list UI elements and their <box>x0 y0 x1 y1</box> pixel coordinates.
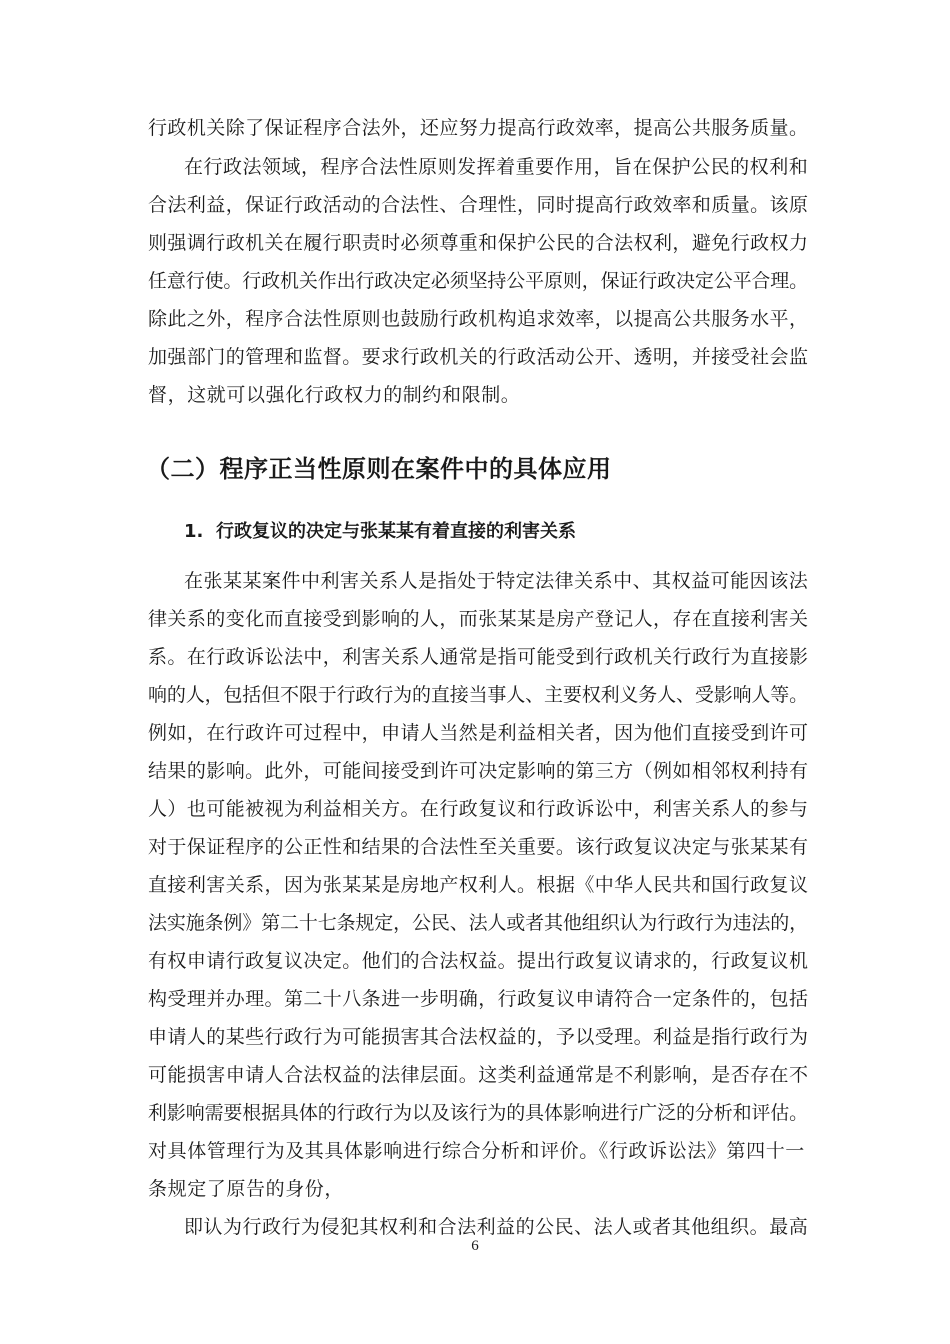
paragraph-line: 法实施条例》第二十七条规定，公民、法人或者其他组织认为行政行为违法的， <box>148 912 809 934</box>
paragraph-line: 除此之外，程序合法性原则也鼓励行政机构追求效率，以提高公共服务水平， <box>148 308 809 330</box>
paragraph-line: 响的人，包括但不限于行政行为的直接当事人、主要权利义务人、受影响人等。 <box>148 684 809 706</box>
paragraph-line: 对具体管理行为及其具体影响进行综合分析和评价。《行政诉讼法》第四十一 <box>148 1140 805 1162</box>
subsection-number: 1. <box>184 521 204 542</box>
paragraph-line: 督，这就可以强化行政权力的制约和限制。 <box>148 384 521 406</box>
paragraph-line: 结果的影响。此外，可能间接受到许可决定影响的第三方（例如相邻权利持有 <box>148 760 809 782</box>
paragraph-line: 合法利益，保证行政活动的合法性、合理性，同时提高行政效率和质量。该原 <box>148 194 809 216</box>
paragraph-line: 利影响需要根据具体的行政行为以及该行为的具体影响进行广泛的分析和评估。 <box>148 1102 809 1124</box>
paragraph-line: 例如，在行政许可过程中，申请人当然是利益相关者，因为他们直接受到许可 <box>148 722 809 744</box>
paragraph-line: 人）也可能被视为利益相关方。在行政复议和行政诉讼中，利害关系人的参与 <box>148 798 809 820</box>
paragraph-line: 对于保证程序的公正性和结果的合法性至关重要。该行政复议决定与张某某有 <box>148 836 809 858</box>
page-number: 6 <box>471 1238 479 1254</box>
paragraph-line: 行政机关除了保证程序合法外，还应努力提高行政效率，提高公共服务质量。 <box>148 117 809 139</box>
paragraph-line: 构受理并办理。第二十八条进一步明确，行政复议申请符合一定条件的，包括 <box>148 988 809 1010</box>
paragraph-line: 即认为行政行为侵犯其权利和合法利益的公民、法人或者其他组织。最高 <box>184 1216 809 1238</box>
paragraph-line: 可能损害申请人合法权益的法律层面。这类利益通常是不利影响，是否存在不 <box>148 1064 809 1086</box>
paragraph-line: 有权申请行政复议决定。他们的合法权益。提出行政复议请求的，行政复议机 <box>148 950 809 972</box>
paragraph-line: 加强部门的管理和监督。要求行政机关的行政活动公开、透明，并接受社会监 <box>148 346 809 368</box>
paragraph-line: 申请人的某些行政行为可能损害其合法权益的，予以受理。利益是指行政行为 <box>148 1026 809 1048</box>
paragraph-line: 系。在行政诉讼法中，利害关系人通常是指可能受到行政机关行政行为直接影 <box>148 646 809 668</box>
subsection-title: 行政复议的决定与张某某有着直接的利害关系 <box>216 521 576 542</box>
paragraph-line: 在行政法领域，程序合法性原则发挥着重要作用，旨在保护公民的权利和 <box>184 156 809 178</box>
paragraph-line: 在张某某案件中利害关系人是指处于特定法律关系中、其权益可能因该法 <box>184 570 809 592</box>
paragraph-line: 条规定了原告的身份， <box>148 1178 345 1200</box>
paragraph-line: 直接利害关系，因为张某某是房地产权利人。根据《中华人民共和国行政复议 <box>148 874 809 896</box>
paragraph-line: 则强调行政机关在履行职责时必须尊重和保护公民的合法权利，避免行政权力 <box>148 232 809 254</box>
paragraph-line: 律关系的变化而直接受到影响的人，而张某某是房产登记人，存在直接利害关 <box>148 608 809 630</box>
paragraph-line: 任意行使。行政机关作出行政决定必须坚持公平原则，保证行政决定公平合理。 <box>148 270 809 292</box>
subsection-heading <box>184 520 576 544</box>
section-heading: （二）程序正当性原则在案件中的具体应用 <box>146 455 612 483</box>
